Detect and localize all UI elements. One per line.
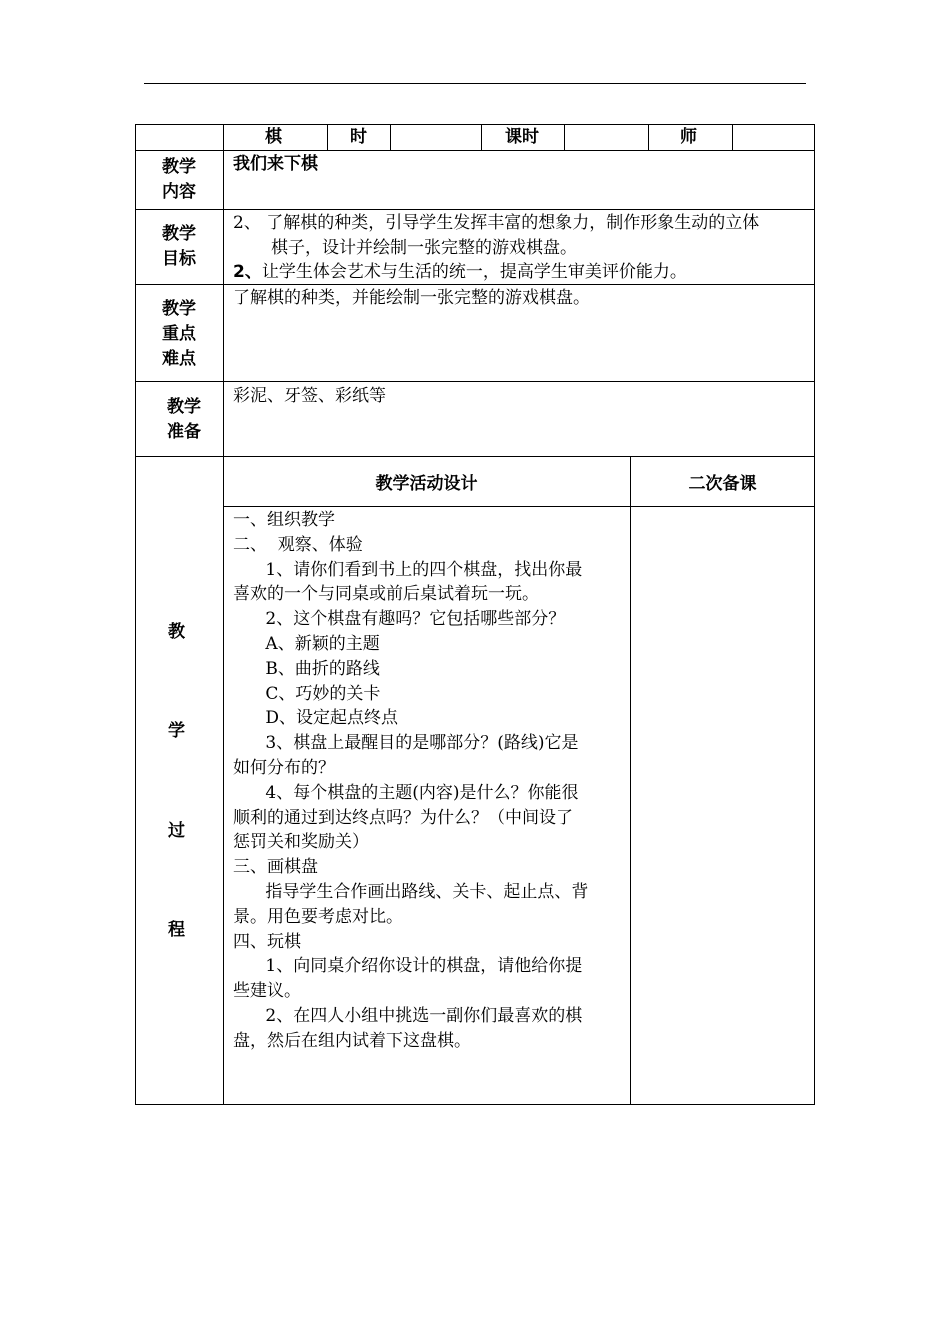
content-text: 我们来下棋	[233, 154, 318, 174]
process-line: D、设定起点终点	[233, 708, 399, 729]
process-line: 2、在四人小组中挑选一副你们最喜欢的棋	[233, 1006, 583, 1026]
key-points-label-line2: 重点	[162, 324, 196, 344]
top-rule	[144, 83, 806, 84]
col-divider	[327, 124, 328, 150]
time-label: 时	[350, 127, 367, 147]
goal-item-2	[233, 260, 687, 285]
teacher-label: 师	[680, 127, 697, 147]
process-line: 三、画棋盘	[233, 857, 318, 878]
key-points-text: 了解棋的种类，并能绘制一张完整的游戏棋盘。	[233, 288, 590, 308]
col-divider	[564, 124, 565, 150]
goals-label-line2: 目标	[162, 249, 196, 269]
period-label: 课时	[505, 127, 539, 147]
subject-cell: 棋	[265, 127, 282, 147]
col-divider	[390, 124, 391, 150]
goals-label-line1: 教学	[162, 224, 196, 244]
content-label	[135, 155, 223, 205]
process-line: 惩罚关和奖励关）	[233, 832, 369, 853]
row-divider	[135, 209, 815, 210]
col-divider	[223, 124, 224, 1105]
goal-item-1-line-1: 2、 了解棋的种类，引导学生发挥丰富的想象力，制作形象生动的立体	[233, 213, 760, 233]
goal-item-1-line-2: 棋子，设计并绘制一张完整的游戏棋盘。	[271, 238, 577, 258]
second-prep-header: 二次备课	[688, 474, 757, 494]
preparation-label-line2: 准备	[167, 422, 201, 442]
process-label-char-3: 过	[168, 821, 185, 841]
process-line: 3、棋盘上最醒目的是哪部分？(路线)它是	[233, 733, 579, 754]
key-points-label-line1: 教学	[162, 299, 196, 319]
process-line: 2、这个棋盘有趣吗？它包括哪些部分？	[233, 609, 566, 630]
process-line: 盘，然后在组内试着下这盘棋。	[233, 1030, 471, 1051]
col-divider	[630, 456, 631, 1105]
content-label-line2: 内容	[162, 182, 196, 202]
key-points-label	[135, 297, 223, 372]
process-line: 二、 观察、体验	[233, 534, 363, 555]
row-divider	[135, 381, 815, 382]
process-line: 1、向同桌介绍你设计的棋盘，请他给你提	[233, 956, 583, 977]
col-divider	[732, 124, 733, 150]
content-label-line1: 教学	[162, 157, 196, 177]
col-divider	[481, 124, 482, 150]
process-line: 指导学生合作画出路线、关卡、起止点、背	[233, 882, 589, 902]
process-label-char-1: 教	[168, 622, 185, 642]
process-line: 顺利的通过到达终点吗？为什么？（中间设了	[233, 807, 573, 828]
process-line: 1、请你们看到书上的四个棋盘，找出你最	[233, 559, 583, 580]
process-line: B、曲折的路线	[233, 658, 380, 679]
preparation-label	[140, 395, 228, 445]
col-divider	[648, 124, 649, 150]
process-line: 四、玩棋	[233, 931, 301, 952]
activity-design-header: 教学活动设计	[375, 474, 478, 494]
process-line: 些建议。	[233, 981, 301, 1002]
preparation-label-line1: 教学	[167, 397, 201, 417]
preparation-text: 彩泥、牙签、彩纸等	[233, 386, 386, 406]
goal-item-2-number: 2、	[233, 262, 262, 282]
row-divider	[223, 506, 815, 507]
row-divider	[135, 150, 815, 151]
process-label-char-2: 学	[168, 721, 185, 741]
process-line: C、巧妙的关卡	[233, 683, 381, 704]
process-line: A、新颖的主题	[233, 634, 380, 654]
row-divider	[135, 456, 815, 457]
process-line: 如何分布的？	[233, 758, 335, 778]
process-label-char-4: 程	[168, 920, 185, 940]
goals-label	[135, 222, 223, 272]
process-line: 一、组织教学	[233, 510, 335, 530]
process-line: 喜欢的一个与同桌或前后桌试着玩一玩。	[233, 584, 539, 605]
process-line: 景。用色要考虑对比。	[233, 906, 403, 927]
process-line: 4、每个棋盘的主题(内容)是什么？你能很	[233, 782, 579, 803]
goal-item-2-text: 让学生体会艺术与生活的统一，提高学生审美评价能力。	[261, 262, 687, 282]
key-points-label-line3: 难点	[162, 349, 196, 369]
